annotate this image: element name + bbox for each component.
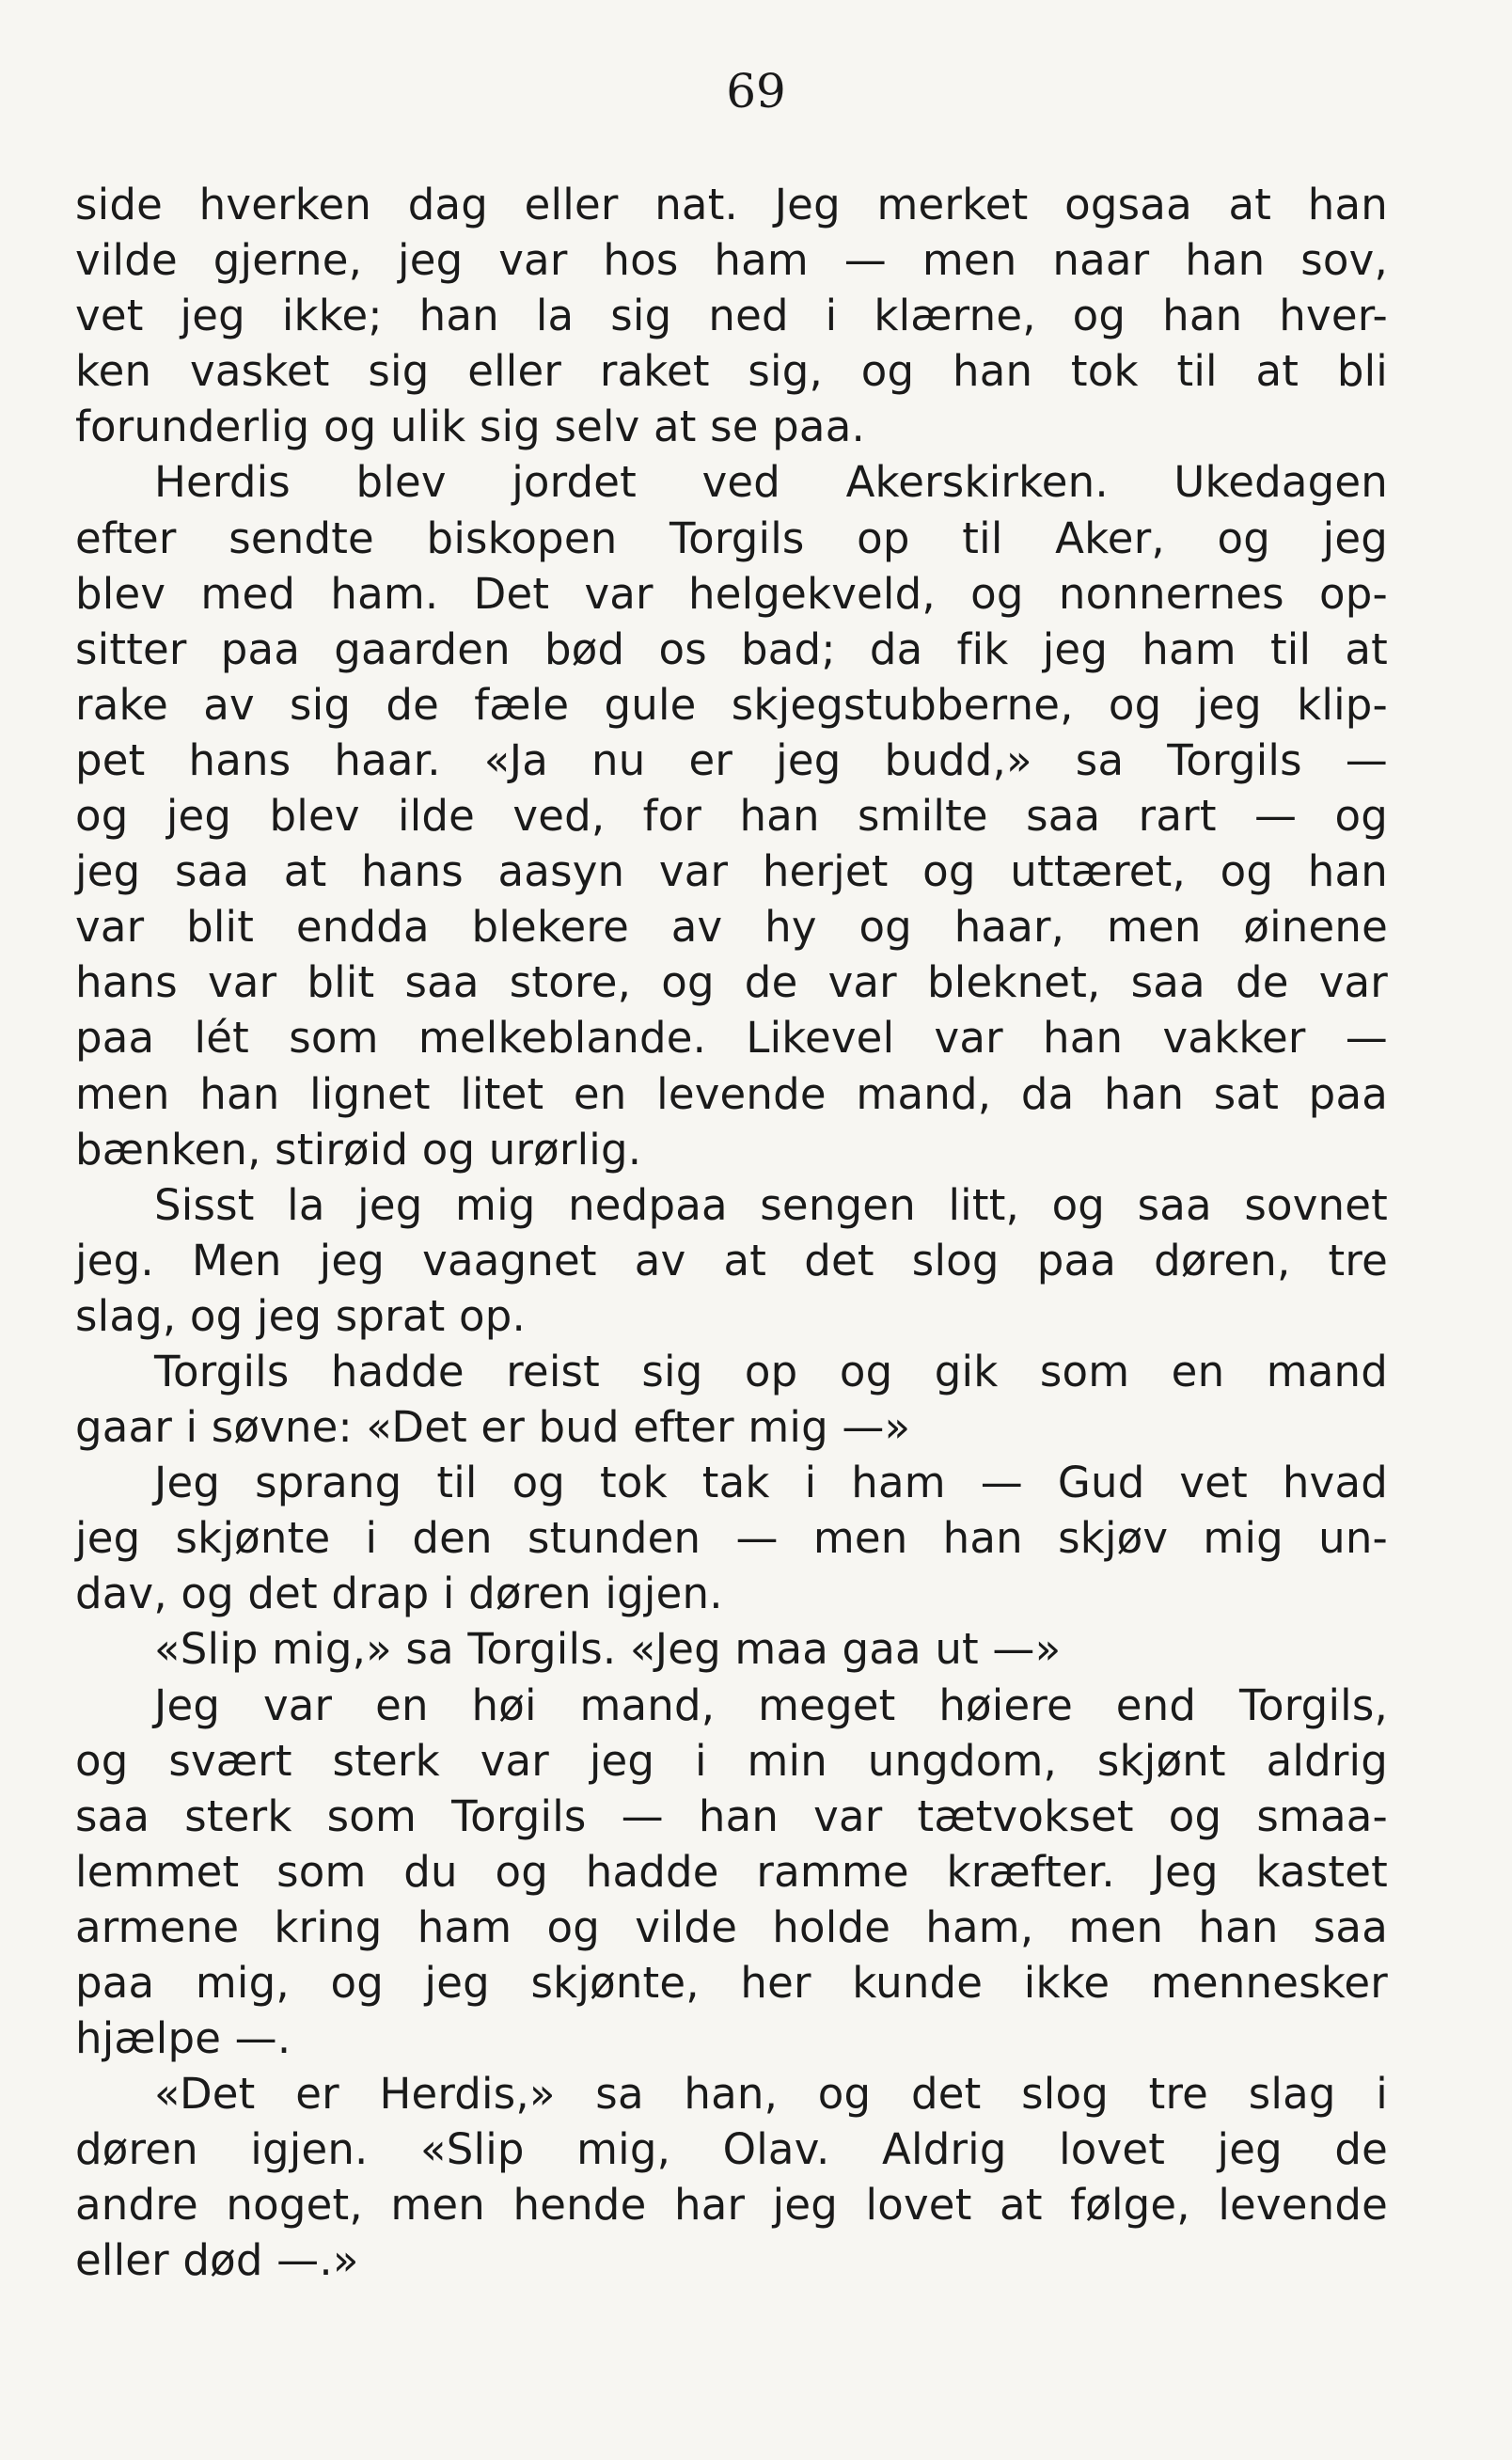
text-line: forunderlig og ulik sig selv at se paa. (75, 402, 865, 452)
text-line: eller død —.» (75, 2235, 359, 2286)
text-line: jeg. Men jeg vaagnet av at det slog paa døren, tre (75, 1235, 1388, 1285)
text-line: side hverken dag eller nat. Jeg merket ogsaa at han (75, 180, 1388, 229)
text-line: og svært sterk var jeg i min ungdom, skjønt aldrig (75, 1735, 1388, 1786)
paragraph (75, 1678, 1388, 2067)
text-line: paa lét som melkeblande. Likevel var han vakker — (75, 1013, 1388, 1064)
text-line: «Slip mig,» sa Torgils. «Jeg maa gaa ut —» (154, 1624, 1062, 1675)
text-line: Herdis blev jordet ved Akerskirken. Ukedagen (154, 457, 1388, 508)
text-line: armene kring ham og vilde holde ham, men han saa (75, 1901, 1388, 1952)
text-line: paa mig, og jeg skjønte, her kunde ikke mennesker (75, 1958, 1388, 2008)
text-line: var blit endda blekere av hy og haar, men øinene (75, 902, 1388, 953)
text-line: ken vasket sig eller raket sig, og han tok til at bli (75, 346, 1388, 397)
text-line: saa sterk som Torgils — han var tætvokset og smaa- (75, 1790, 1388, 1841)
text-line: «Det er Herdis,» sa han, og det slog tre slag i (154, 2069, 1388, 2120)
text-line: efter sendte biskopen Torgils op til Aker, og jeg (75, 512, 1388, 563)
page-number: 69 (726, 64, 786, 118)
text-line: gaar i søvne: «Det er bud efter mig —» (75, 1402, 911, 1453)
paragraph (75, 2066, 1388, 2288)
body-text (75, 177, 1388, 2289)
text-line: vet jeg ikke; han la sig ned i klærne, og han hver- (75, 291, 1388, 341)
text-line: bænken, stirøid og urørlig. (75, 1124, 642, 1175)
text-line: døren igjen. «Slip mig, Olav. Aldrig lovet jeg de (75, 2124, 1388, 2175)
paragraph (75, 1177, 1388, 1344)
text-line: sitter paa gaarden bød os bad; da fik jeg ham til at (75, 623, 1388, 674)
text-line: Jeg sprang til og tok tak i ham — Gud vet hvad (154, 1458, 1388, 1508)
text-line: hjælpe —. (75, 2013, 291, 2064)
text-line: hans var blit saa store, og de var bleknet, saa de var (75, 957, 1388, 1008)
text-line: jeg skjønte i den stunden — men han skjøv mig un- (75, 1513, 1388, 1564)
text-line: dav, og det drap i døren igjen. (75, 1569, 723, 1619)
text-line: Jeg var en høi mand, meget høiere end Torgils, (154, 1679, 1388, 1730)
text-line: vilde gjerne, jeg var hos ham — men naar han sov, (75, 235, 1388, 286)
text-line: men han lignet litet en levende mand, da han sat paa (75, 1068, 1388, 1119)
paragraph (75, 177, 1388, 454)
paragraph (75, 454, 1388, 1176)
text-line: Torgils hadde reist sig op og gik som en mand (154, 1346, 1388, 1396)
paragraph (75, 1455, 1388, 1621)
text-line: rake av sig de fæle gule skjegstubberne, og jeg klip- (75, 679, 1388, 730)
paragraph (75, 1621, 1388, 1677)
text-line: jeg saa at hans aasyn var herjet og uttæret, og han (75, 846, 1388, 897)
text-line: og jeg blev ilde ved, for han smilte saa rart — og (75, 791, 1388, 842)
text-line: Sisst la jeg mig nedpaa sengen litt, og saa sovnet (154, 1179, 1388, 1230)
text-line: blev med ham. Det var helgekveld, og nonnernes op- (75, 568, 1388, 619)
text-line: lemmet som du og hadde ramme kræfter. Jeg kastet (75, 1846, 1388, 1897)
text-line: slag, og jeg sprat op. (75, 1290, 526, 1341)
paragraph (75, 1344, 1388, 1455)
text-line: andre noget, men hende har jeg lovet at følge, levende (75, 2180, 1388, 2231)
text-line: pet hans haar. «Ja nu er jeg budd,» sa Torgils — (75, 734, 1388, 785)
